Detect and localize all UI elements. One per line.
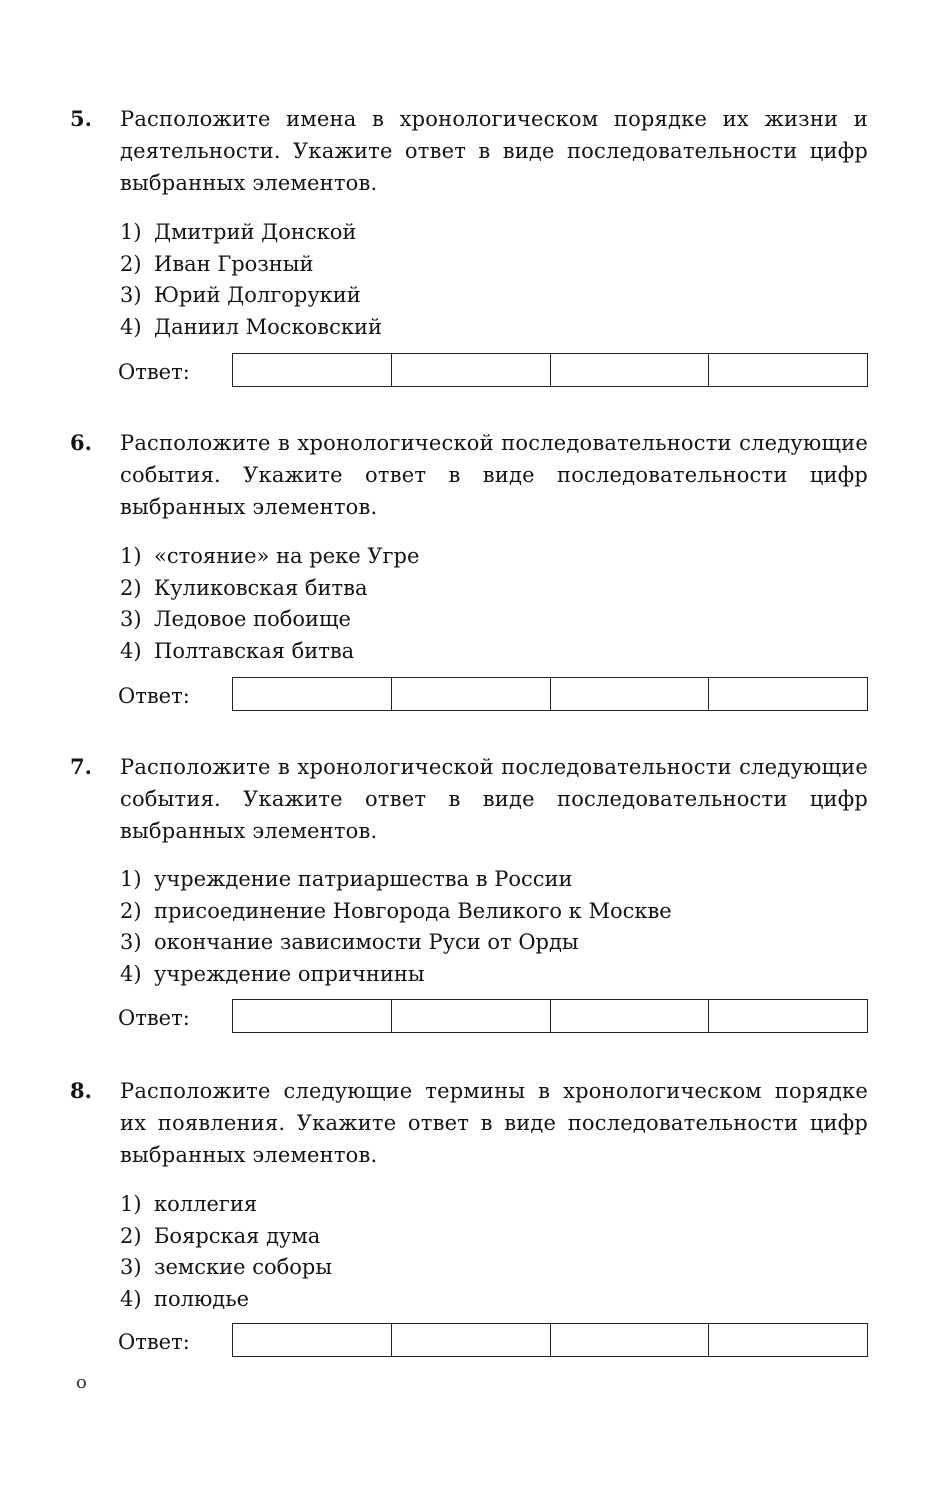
option-number: 4) bbox=[120, 639, 142, 664]
option-label: окончание зависимости Руси от Орды bbox=[154, 930, 579, 955]
answer-cell-2[interactable] bbox=[392, 1000, 551, 1032]
option-number: 2) bbox=[120, 251, 142, 276]
answer-cell-1[interactable] bbox=[233, 354, 392, 386]
answer-cell-4[interactable] bbox=[709, 1324, 867, 1356]
option-label: Даниил Московский bbox=[154, 315, 382, 340]
task-number: 6. bbox=[70, 430, 92, 455]
task-number: 8. bbox=[70, 1078, 92, 1103]
option-label: «стояние» на реке Угре bbox=[154, 544, 420, 568]
option-item bbox=[120, 1221, 332, 1253]
option-item bbox=[120, 217, 382, 249]
option-item bbox=[120, 864, 672, 896]
option-number: 4) bbox=[120, 1287, 142, 1312]
option-item bbox=[120, 1284, 332, 1316]
option-label: Куликовская битва bbox=[154, 575, 368, 600]
option-number: 3) bbox=[120, 1255, 142, 1280]
task-text: Расположите в хронологической последовательности следующие события. Укажите ответ в виде последовательности цифр выбранных элементов. bbox=[120, 755, 868, 843]
option-item bbox=[120, 1189, 332, 1221]
answer-grid bbox=[232, 677, 868, 711]
option-number: 1) bbox=[120, 220, 142, 244]
answer-cell-4[interactable] bbox=[709, 1000, 867, 1032]
answer-cell-2[interactable] bbox=[392, 1324, 551, 1356]
option-number: 3) bbox=[120, 930, 142, 955]
option-label: Боярская дума bbox=[154, 1223, 321, 1248]
answer-cell-3[interactable] bbox=[551, 678, 710, 710]
task-number: 5. bbox=[70, 106, 92, 131]
answer-cell-2[interactable] bbox=[392, 354, 551, 386]
option-label: полюдье bbox=[154, 1287, 250, 1312]
option-label: Ледовое побоище bbox=[154, 607, 351, 632]
options-list bbox=[120, 1189, 332, 1316]
option-number: 4) bbox=[120, 315, 142, 340]
answer-cell-1[interactable] bbox=[233, 1324, 392, 1356]
option-label: Иван Грозный bbox=[154, 251, 314, 276]
option-label: Дмитрий Донской bbox=[154, 220, 357, 244]
task-text: Расположите имена в хронологическом порядке их жизни и деятельности. Укажите ответ в виде последовательности цифр выбранных элементов. bbox=[120, 107, 868, 195]
options-list bbox=[120, 864, 672, 991]
option-item bbox=[120, 541, 419, 573]
option-number: 1) bbox=[120, 867, 142, 891]
answer-cell-2[interactable] bbox=[392, 678, 551, 710]
option-item bbox=[120, 573, 419, 605]
answer-label: Ответ: bbox=[118, 1330, 190, 1354]
answer-cell-4[interactable] bbox=[709, 678, 867, 710]
option-number: 1) bbox=[120, 544, 142, 568]
answer-row bbox=[118, 1323, 870, 1361]
option-item bbox=[120, 636, 419, 668]
answer-row bbox=[118, 999, 870, 1037]
answer-row bbox=[118, 353, 870, 391]
answer-cell-4[interactable] bbox=[709, 354, 867, 386]
answer-label: Ответ: bbox=[118, 684, 190, 708]
options-list bbox=[120, 541, 419, 668]
option-number: 2) bbox=[120, 1223, 142, 1248]
option-label: учреждение патриаршества в России bbox=[154, 867, 573, 891]
option-item bbox=[120, 1252, 332, 1284]
option-label: присоединение Новгорода Великого к Москве bbox=[154, 898, 672, 923]
answer-cell-3[interactable] bbox=[551, 1000, 710, 1032]
answer-cell-1[interactable] bbox=[233, 1000, 392, 1032]
task-text: Расположите в хронологической последовательности следующие события. Укажите ответ в виде последовательности цифр выбранных элементов. bbox=[120, 431, 868, 519]
option-label: коллегия bbox=[154, 1192, 258, 1216]
option-item bbox=[120, 896, 672, 928]
option-item bbox=[120, 959, 672, 991]
answer-grid bbox=[232, 999, 868, 1033]
option-item bbox=[120, 312, 382, 344]
option-number: 4) bbox=[120, 962, 142, 987]
option-item bbox=[120, 280, 382, 312]
answer-cell-3[interactable] bbox=[551, 354, 710, 386]
option-number: 3) bbox=[120, 607, 142, 632]
option-label: учреждение опричнины bbox=[154, 962, 425, 987]
option-item bbox=[120, 604, 419, 636]
option-number: 3) bbox=[120, 283, 142, 308]
answer-label: Ответ: bbox=[118, 360, 190, 384]
option-label: Юрий Долгорукий bbox=[154, 283, 361, 308]
option-number: 2) bbox=[120, 898, 142, 923]
option-number: 1) bbox=[120, 1192, 142, 1216]
option-label: земские соборы bbox=[154, 1255, 333, 1280]
option-item bbox=[120, 249, 382, 281]
page-mark: о bbox=[76, 1372, 87, 1393]
option-label: Полтавская битва bbox=[154, 639, 355, 664]
answer-row bbox=[118, 677, 870, 715]
answer-cell-3[interactable] bbox=[551, 1324, 710, 1356]
task-number: 7. bbox=[70, 754, 92, 779]
task-text: Расположите следующие термины в хронологическом порядке их появления. Укажите ответ в виде последовательности цифр выбранных элементов. bbox=[120, 1079, 868, 1167]
answer-cell-1[interactable] bbox=[233, 678, 392, 710]
answer-grid bbox=[232, 1323, 868, 1357]
options-list bbox=[120, 217, 382, 344]
answer-grid bbox=[232, 353, 868, 387]
answer-label: Ответ: bbox=[118, 1006, 190, 1030]
option-item bbox=[120, 927, 672, 959]
option-number: 2) bbox=[120, 575, 142, 600]
